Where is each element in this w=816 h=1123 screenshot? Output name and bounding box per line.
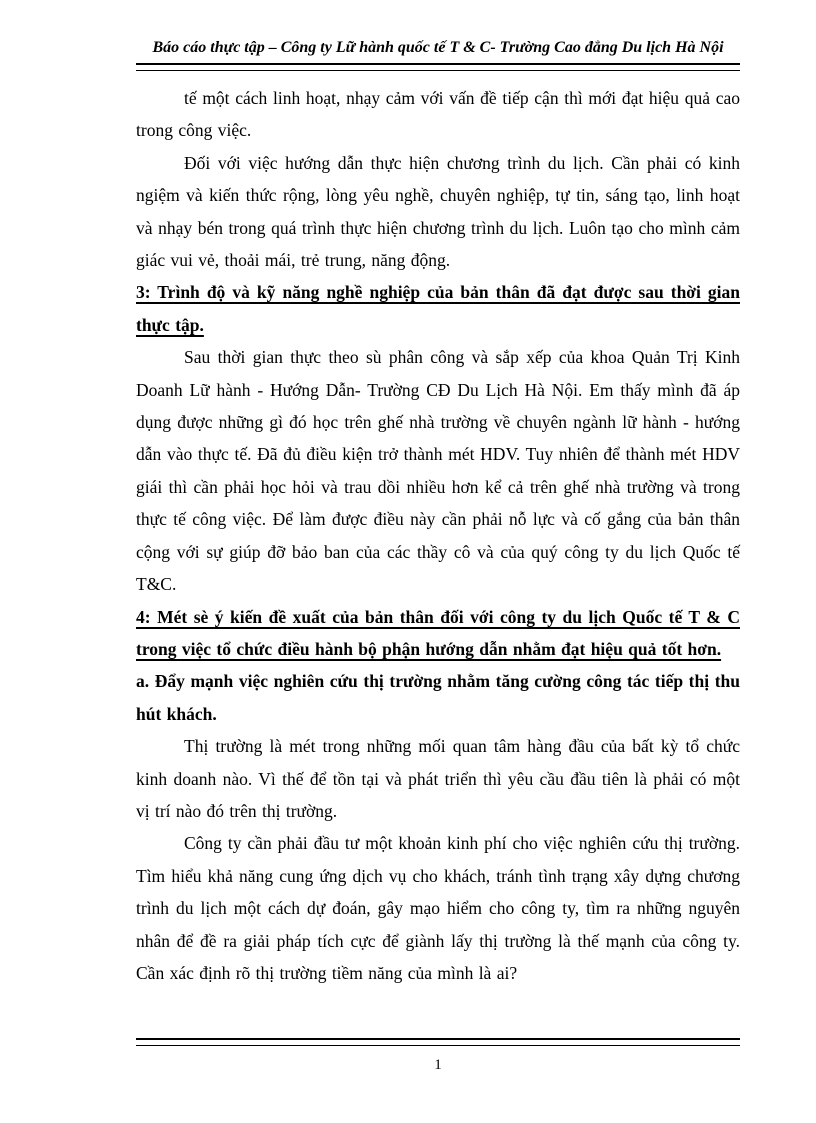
paragraph: tế một cách linh hoạt, nhạy cảm với vấn đề tiếp cận thì mới đạt hiệu quả cao trong công việc. (136, 88, 740, 141)
subsection-heading-a: a. Đẩy mạnh việc nghiên cứu thị trường nhằm tăng cường công tác tiếp thị thu hút khách. (136, 671, 740, 724)
paragraph: Thị trường là mét trong những mối quan tâm hàng đầu của bất kỳ tổ chức kinh doanh nào. Vì thế để tồn tại và phát triển thì yêu cầu đầu tiên là phải có một vị trí nào đó trên thị trường. (136, 736, 740, 821)
header-rule (136, 63, 740, 71)
paragraph: Đối với việc hướng dẫn thực hiện chương trình du lịch. Cần phải có kinh ngiệm và kiến thức rộng, lòng yêu nghề, chuyên nghiệp, tự tin, sáng tạo, linh hoạt và nhạy bén trong quá trình thực hiện chương trình du lịch. Luôn tạo cho mình cảm giác vui vẻ, thoải mái, trẻ trung, năng động. (136, 152, 740, 271)
footer-rule (136, 1038, 740, 1046)
page-footer (136, 1033, 740, 1074)
page-header (136, 38, 740, 71)
paragraph: Công ty cần phải đầu tư một khoản kinh phí cho việc nghiên cứu thị trường. Tìm hiểu khả năng cung ứng dịch vụ cho khách, tránh tình trạng xây dựng chương trình du lịch một cách dự đoán, gây mạo hiểm cho công ty, tìm ra những nguyên nhân để đề ra giải pháp tích cực để giành lấy thị trường là thế mạnh của công ty. Cần xác định rõ thị trường tiềm năng của mình là ai? (136, 833, 740, 983)
page-number: 1 (434, 1057, 442, 1073)
header-title: Báo cáo thực tập – Công ty Lữ hành quốc tế T & C- Trường Cao đẳng Du lịch Hà Nội (152, 39, 724, 56)
section-heading-3: 3: Trình độ và kỹ năng nghề nghiệp của bản thân đã đạt được sau thời gian thực tập. (136, 282, 740, 335)
paragraph: Sau thời gian thực theo sù phân công và sắp xếp của khoa Quản Trị Kinh Doanh Lữ hành - Hướng Dẫn- Trường CĐ Du Lịch Hà Nội. Em thấy mình đã áp dụng được những gì đó học trên ghế nhà trường về chuyên ngành lữ hành - hướng dẫn vào thực tế. Đã đủ điều kiện trở thành mét HDV. Tuy nhiên để thành mét HDV giái thì cần phải học hỏi và trau dồi nhiều hơn kể cả trên ghế nhà trường và trong thực tế công việc. Để làm được điều này cần phải nỗ lực và cố gắng của bản thân cộng với sự giúp đỡ bảo ban của các thầy cô và của quý công ty du lịch Quốc tế T&C. (136, 347, 740, 595)
document-body (136, 82, 740, 989)
section-heading-4: 4: Mét sè ý kiến đề xuất của bản thân đối với công ty du lịch Quốc tế T & C trong việc tổ chức điều hành bộ phận hướng dẫn nhằm đạt hiệu quả tốt hơn. (136, 606, 740, 659)
